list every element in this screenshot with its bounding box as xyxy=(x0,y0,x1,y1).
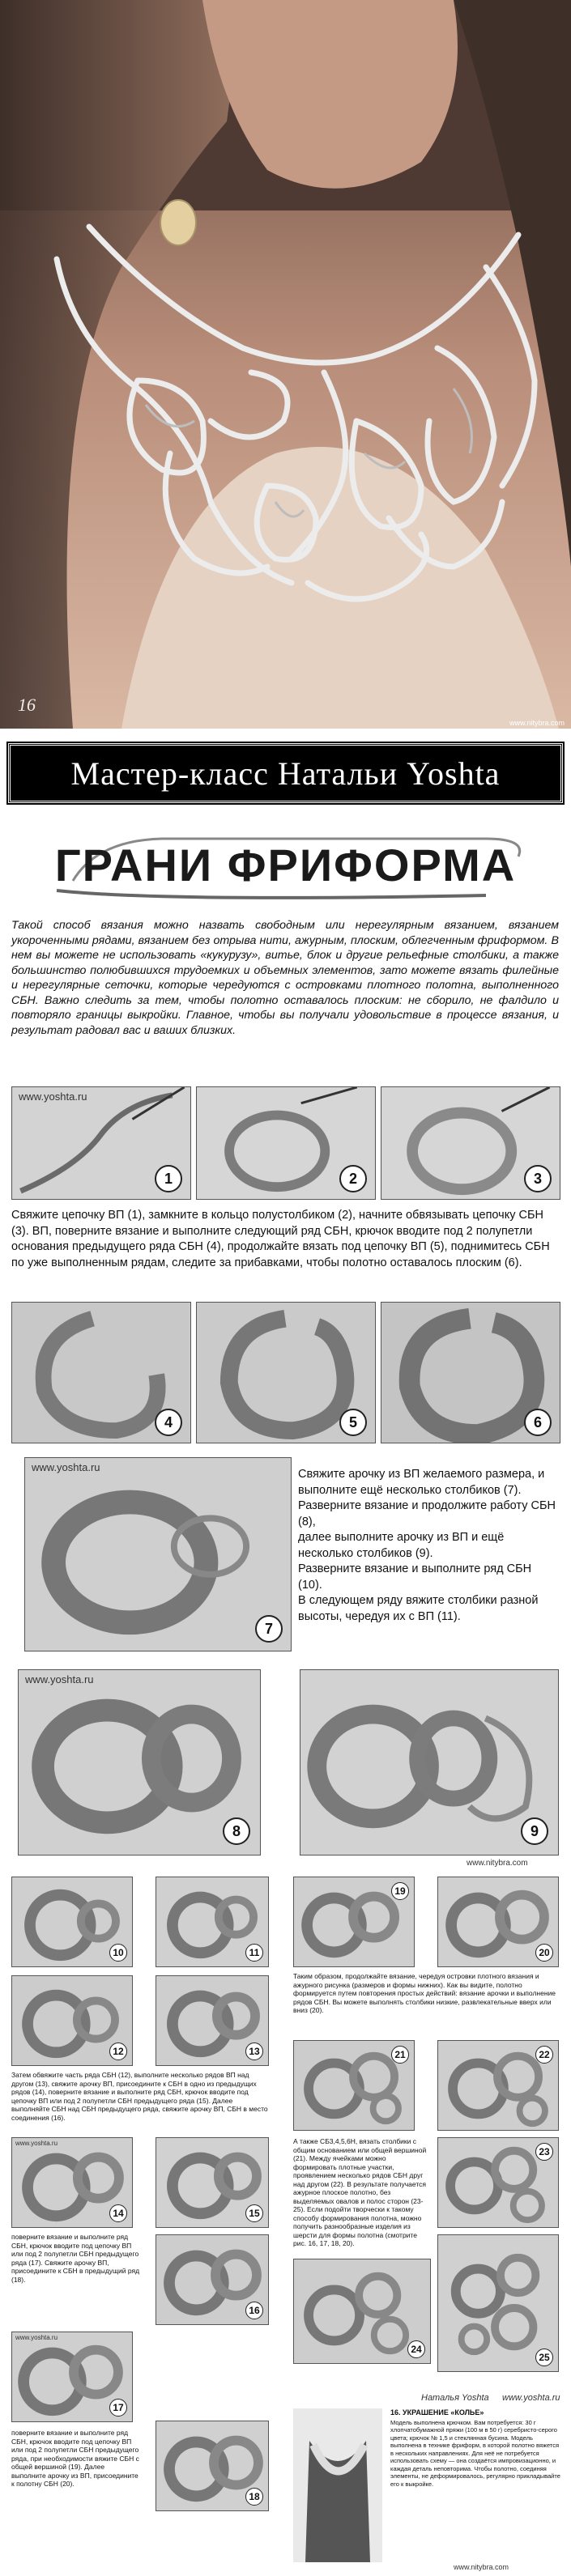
hero-watermark: www.nitybra.com xyxy=(509,719,565,727)
step-badge-23: 23 xyxy=(535,2143,553,2161)
step-badge-24: 24 xyxy=(407,2340,425,2358)
step-badge-10: 10 xyxy=(109,1944,127,1962)
small-text-b: поверните вязание и выполните ряд СБН, крючок вводите под цепочку ВП или под 2 полупетли СБН предыдущего ряда (17). Свяжите арочку ВП, присоедините к СБН в предыдущий ряд (18). xyxy=(11,2233,140,2284)
step-photo-19 xyxy=(293,1877,415,1967)
step-photo-25 xyxy=(437,2234,559,2372)
step-photo-5 xyxy=(196,1302,376,1443)
caption-site: www.yoshta.ru xyxy=(502,2393,560,2403)
step-photo-12 xyxy=(11,1975,133,2066)
page-number: 16 xyxy=(18,695,36,715)
photo-watermark: www.yoshta.ru xyxy=(19,1090,87,1103)
step-badge-3: 3 xyxy=(524,1165,552,1192)
step-photo-21 xyxy=(293,2040,415,2131)
step-photo-23 xyxy=(437,2137,559,2228)
step-photo-3 xyxy=(381,1086,560,1200)
step-photo-6 xyxy=(381,1302,560,1443)
step-badge-2: 2 xyxy=(339,1165,367,1192)
step-badge-21: 21 xyxy=(391,2046,409,2064)
step-photo-13 xyxy=(156,1975,269,2066)
step-photo-17 xyxy=(11,2332,133,2422)
step-badge-12: 12 xyxy=(109,2043,127,2060)
photo-watermark-14: www.yoshta.ru xyxy=(15,2140,58,2147)
step-badge-25: 25 xyxy=(535,2349,553,2366)
step-badge-11: 11 xyxy=(245,1944,263,1962)
small-text-e: А также СБ3,4,5,6Н, вязать столбики с общим основанием или общей вершиной (21). Между ячейками можно формировать плотные участки, проявлением несколько рядов СБН друг над другом (22). В результате получается ажурное плоское полотно, без выделяемых овалов и полос сторон (23-25). Если подойти творчески к такому способу формирования полотна, можно получить разнообразные изделия из шерсти для формы полотна (смотрите рис. 16, 17, 18, 20). xyxy=(293,2137,427,2247)
small-text-c: поверните вязание и выполните ряд СБН, крючок вводите под цепочку ВП или под 2 полупетли СБН предыдущего ряда, при необходимости вяжите СБН с общей вершиной (19). Далее выполните арочку из ВП, присоедините к полотну СБН (20). xyxy=(11,2429,139,2488)
instructions-block-1: Свяжите цепочку ВП (1), замкните в кольцо полустолбиком (2), начните обвязывать цепочку СБН (3). ВП, поверните вязание и выполните следующий ряд СБН, крючок вводите под 2 полупетли основания предыдущего ряда СБН (4), продолжайте вязать под цепочку ВП (5), поднимитесь СБН по уже выполненным рядам, следите за прибавками, чтобы полотно оставалось плоским (6). xyxy=(11,1209,550,1269)
mid-watermark: www.nitybra.com xyxy=(467,1859,528,1868)
small-text-d: Таким образом, продолжайте вязание, чередуя островки плотного вязания и ажурного рисунка (размеров и формы нижних). Как вы видите, полотно формируется путем повторения простых действий: вязание арочки и выполнение рядов СБН. Вы можете выполнять столбики низкие, развлекательные вверх или вниз (20). xyxy=(293,1972,556,2014)
step-photo-1 xyxy=(11,1086,191,1200)
banner-title: Мастер-класс Натальи Yoshta xyxy=(8,743,563,803)
intro-text: Такой способ вязания можно назвать свободным или нерегулярным вязанием, вязанием укороченными рядами, вязанием без отрыва нити, ажурным, плоским, облегченным фриформом. В нем вы можете не использовать «кукурузу», витье, блок и другие рельефные столбики, а также большинство полюбившихся трудоемких и объемных элементов, зато можете вязать филейные и нерегулярные сеточки, которые чередуются с островками плотного полотна, выполненного СБН. Важно следить за тем, чтобы полотно оставалось плоским: не сборило, не фалдило и повторяло границы выкройки. Главное, чтобы вы получали удовольствие в процессе вязания, и результат радовал вас и ваших близких. xyxy=(11,919,559,1037)
step-badge-17: 17 xyxy=(109,2399,127,2417)
necklace-model-photo xyxy=(293,2408,382,2562)
main-title: ГРАНИ ФРИФОРМА xyxy=(54,840,517,891)
step-badge-4: 4 xyxy=(155,1409,182,1436)
step-badge-16: 16 xyxy=(245,2302,263,2319)
instructions-block-2: Свяжите арочку из ВП желаемого размера, и выполните ещё несколько столбиков (7). Разверните вязание и продолжите работу СБН (8), далее выполните арочку из ВП и ещё несколько столбиков (9). Разверните вязание и выполните ряд СБН (10). В следующем ряду вяжите столбики разной высоты, чередуя их с ВП (11). xyxy=(298,1468,556,1623)
step-badge-22: 22 xyxy=(535,2046,553,2064)
step-badge-5: 5 xyxy=(339,1409,367,1436)
step-photo-11 xyxy=(156,1877,269,1967)
step-photo-24 xyxy=(293,2259,431,2364)
step-photo-10 xyxy=(11,1877,133,1967)
caption-author: Наталья Yoshta xyxy=(421,2393,489,2403)
step-badge-20: 20 xyxy=(535,1944,553,1962)
step-photo-22 xyxy=(437,2040,559,2131)
model-description xyxy=(390,2409,560,2531)
photo-watermark-17: www.yoshta.ru xyxy=(15,2334,58,2341)
step-photo-18 xyxy=(156,2421,269,2511)
step-badge-14: 14 xyxy=(109,2204,127,2222)
title-area xyxy=(0,824,571,905)
step-photo-7 xyxy=(24,1457,292,1651)
step-badge-13: 13 xyxy=(245,2043,263,2060)
step-photo-20 xyxy=(437,1877,559,1967)
step-badge-19: 19 xyxy=(391,1882,409,1900)
step-photo-2 xyxy=(196,1086,376,1200)
step-photo-9 xyxy=(300,1669,559,1855)
photo-watermark-7: www.yoshta.ru xyxy=(32,1461,100,1473)
step-photo-8 xyxy=(18,1669,261,1855)
step-photo-16 xyxy=(156,2234,269,2325)
step-badge-18: 18 xyxy=(245,2488,263,2506)
model-text: Модель выполнена крючком. Вам потребуется: 30 г хлопчатобумажной пряжи (100 м в 50 г) серебристо-серого цвета; крючок № 1,5 и стеклянная бусина. Модель выполнена в технике фриформ, в которой полотно вяжется в нескольких направлениях. Для неё не потребуется использовать схему — она создаётся импровизационно, и каждая деталь неповторима. Чтобы полотно, соединяя элементы, не деформировалось, регулярно прикладывайте его к выкройке. xyxy=(390,2418,560,2488)
hero-photo xyxy=(0,0,571,729)
step-badge-1: 1 xyxy=(155,1165,182,1192)
step-badge-9: 9 xyxy=(521,1817,548,1845)
step-badge-15: 15 xyxy=(245,2204,263,2222)
step-badge-8: 8 xyxy=(223,1817,250,1845)
small-text-a: Затем обвяжите часть ряда СБН (12), выполните несколько рядов ВП над другом (13), свяжите арочку ВП, присоедините к СБН в одно из предыдущих рядов (14), поверните вязание и выполните ряд СБН, крючок вводите под цепочку ВП или под 2 полупетли СБН предыдущего ряда (15). Далее выполняйте СБН над СБН предыдущего ряда, свяжите арочку ВП, СБН в место соединения (16). xyxy=(11,2071,268,2122)
step-photo-14 xyxy=(11,2137,133,2228)
step-photo-4 xyxy=(11,1302,191,1443)
step-photo-15 xyxy=(156,2137,269,2228)
step-badge-7: 7 xyxy=(255,1615,283,1643)
step-badge-6: 6 xyxy=(524,1409,552,1436)
photo-watermark-8: www.yoshta.ru xyxy=(25,1673,94,1685)
model-heading: 16. УКРАШЕНИЕ «КОЛЬЕ» xyxy=(390,2408,484,2417)
footer-watermark: www.nitybra.com xyxy=(454,2563,509,2571)
